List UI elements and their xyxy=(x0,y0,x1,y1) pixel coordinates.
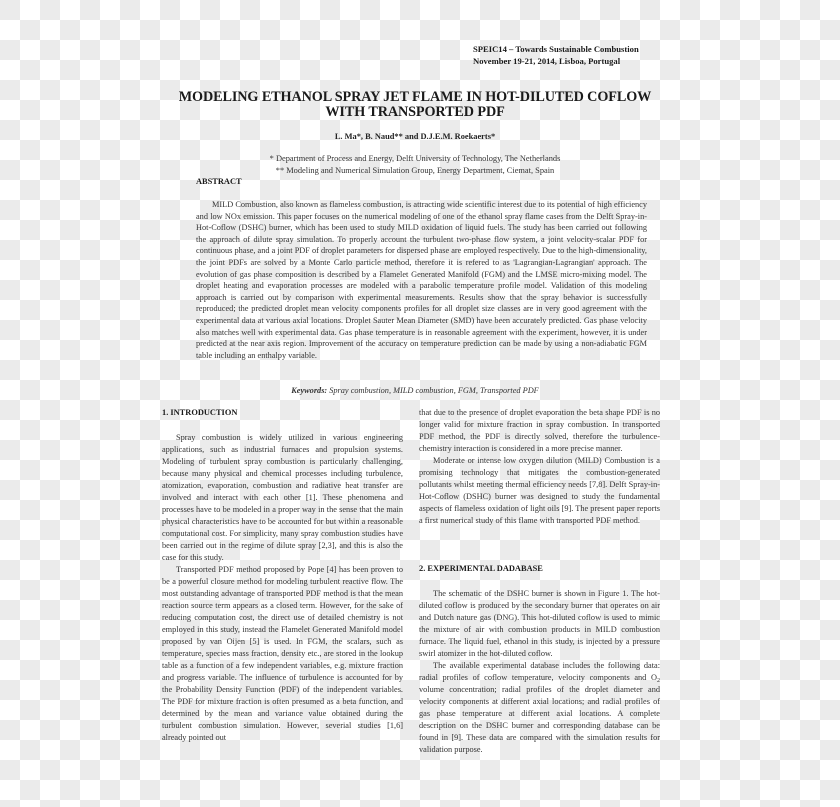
intro-paragraph-2-continued: that due to the presence of droplet evaporation the beta shape PDF is no longer valid for mixture fraction in spray combustion. In transported PDF method, the PDF is directly solved, therefore the turbulence-chemistry interaction is considered in a more precise manner. xyxy=(419,408,660,453)
experimental-paragraph-2 xyxy=(419,660,660,756)
paper-title-line-1: MODELING ETHANOL SPRAY JET FLAME IN HOT-DILUTED COFLOW xyxy=(178,89,652,105)
conference-name: SPEIC14 – Towards Sustainable Combustion xyxy=(473,44,639,54)
keywords-list: Spray combustion, MILD combustion, FGM, Transported PDF xyxy=(327,386,539,395)
experimental-paragraph-2-part-b: volume concentration; radial profiles of the droplet diameter and velocity components at different axial locations; and radial profiles of gas phase temperature at different axial locations. A complete description on the DSHC burner and corresponding database can be found in [9]. These data are compared with the simulation results for validation purpose. xyxy=(419,685,660,754)
left-column-body xyxy=(162,432,403,744)
intro-paragraph-2: Transported PDF method proposed by Pope [4] has been proven to be a powerful closure method for modeling turbulent reactive flow. The most outstanding advantage of transported PDF method is that the mean reaction source term appears as a closed term. However, for the sake of reducing computation cost, the direct use of detailed chemistry is not employed in this study, instead the Flamelet Generated Manifold model proposed by van Oijen [5] is used. In FGM, the scalars, such as temperature, species mass fraction, density etc., are stored in the lookup table as a function of a few independent variables, e.g. mixture fraction and progress variable. The influence of turbulence is accounted for by the Probability Density Function (PDF) of the independent variables. The PDF for mixture fraction is often presumed as a beta function, and determined by the mean and variance value obtained during the turbulent combustion simulation. However, severial studies [1,6] already pointed out xyxy=(162,565,403,742)
experimental-paragraph-2-part-a: The available experimental database includes the following data: radial profiles of coflow temperature, velocity components and O xyxy=(419,661,660,682)
intro-paragraph-1: Spray combustion is widely utilized in various engineering applications, such as industrial furnaces and propulsion systems. Modeling of turbulent spray combustion is particularly challenging, because many physical and chemical processes including turbulence, atomization, evaporation, combustion and radiative heat transfer are involved and interact with each other [1]. These phenomena and processes have to be modeled in a proper way in the sense that the main physical characteristics have to be accounted for but within a reasonable computational cost. For simplicity, many spray combustion studies have been carried out in the regime of dilute spray [2,3], and this is also the case for this study. xyxy=(162,433,403,562)
keywords xyxy=(160,386,670,395)
abstract-text: MILD Combustion, also known as flameless combustion, is attracting wide scientific interest due to its potential of high efficiency and low NOx emission. This paper focuses on the numerical modeling of one of the ethanol spray flame cases from the Delft Spray-in-Hot-Coflow (DSHC) burner, which has been used to study MILD oxidation of liquid fuels. The study has been carried out following the approach of dilute spray simulation. To properly account the turbulent two-phase flow system, a joint velocity-scalar PDF for continuous phase, and a joint PDF of droplet parameters for dispersed phase are employed respectively. Due to the high-dimensionality, the joint PDFs are solved by a Monte Carlo particle method, therefore it is refered to as 'Lagrangian-Lagrangian' approach. The evolution of gas phase composition is described by a Flamelet Generated Manifold (FGM) and the LMSE micro-mixing model. The droplet heating and evaporation processes are modeled with a parabolic temperature profile model. Validation of this modeling approach is carried out by comparison with experimental measurements. Results show that the spray behavior is successfully reproduced; the predicted droplet mean velocity components profiles for all droplet size classes are in very good agreement with the experimental data at various axial locations. Droplet Sauter Mean Diameter (SMD) have been accurately predicted. Gas phase velocity also matches well with experimental data. Gas phase temperature is in reasonable agreement with the experiment, however, it is under predicted at the near axis region. Improvement of the accuracy on temperature prediction can be made by using a non-adiabatic FGM table including an enthalpy variable. xyxy=(196,200,647,360)
paper-title xyxy=(160,90,670,120)
conference-header xyxy=(473,43,639,67)
experimental-section-body xyxy=(419,588,660,756)
section-heading-introduction: 1. INTRODUCTION xyxy=(162,408,238,417)
right-column-body xyxy=(419,407,660,527)
experimental-paragraph-1: The schematic of the DSHC burner is shown in Figure 1. The hot-diluted coflow is produced by the secondary burner that operates on air and Dutch nature gas (DNG). This hot-diluted coflow is used to mimic the mixture of air with combustion products in MILD combustion furnace. The liquid fuel, ethanol in this study, is injected by a pressure swirl atomizer in the hot-diluted coflow. xyxy=(419,589,660,658)
affiliation-1: * Department of Process and Energy, Delft University of Technology, The Netherlands xyxy=(269,154,561,163)
section-heading-experimental-database: 2. EXPERIMENTAL DADABASE xyxy=(419,564,543,573)
paper-authors: L. Ma*, B. Naud** and D.J.E.M. Roekaerts* xyxy=(334,132,496,141)
keywords-label: Keywords: xyxy=(291,386,328,395)
abstract-heading: ABSTRACT xyxy=(196,177,242,186)
affiliation-2: ** Modeling and Numerical Simulation Group, Energy Department, Ciemat, Spain xyxy=(275,166,555,175)
o2-subscript: 2 xyxy=(657,678,660,684)
intro-paragraph-3: Moderate or intense low oxygen dilution (MILD) Combustion is a promising technology that mitigates the combustion-generated pollutants whilst meeting thermal efficiency needs [7,8]. Delft Spray-in-Hot-Coflow (DSHC) burner was designed to study the fundamental aspects of flameless oxidation of light oils [9]. The present paper reports a first numerical study of this flame with transported PDF method. xyxy=(419,456,660,525)
conference-date-location: November 19-21, 2014, Lisboa, Portugal xyxy=(473,56,621,66)
affiliations xyxy=(160,153,670,177)
paper-title-line-2: WITH TRANSPORTED PDF xyxy=(325,104,505,120)
